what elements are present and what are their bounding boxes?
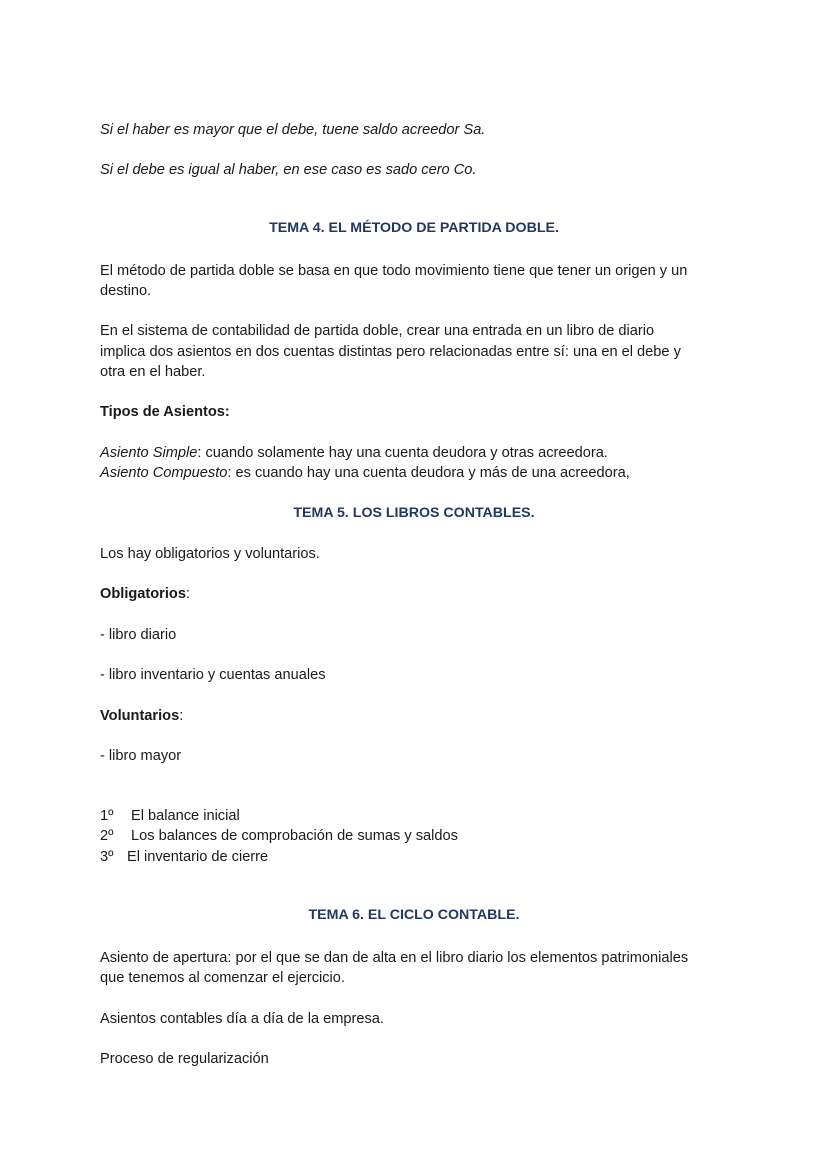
tema4-p1-line2: destino. (100, 283, 152, 299)
numbered-item-number: 3º (100, 849, 114, 865)
asiento-simple-line (100, 443, 608, 463)
tema6-p3: Proceso de regularización (100, 1051, 269, 1067)
tema4-p2-line2: implica dos asientos en dos cuentas distintas pero relacionadas entre sí: una en el debe y (100, 344, 681, 360)
asiento-compuesto-line (100, 463, 630, 483)
tema4-p1-line1: El método de partida doble se basa en que todo movimiento tiene que tener un origen y un (100, 263, 688, 279)
list-item: - libro mayor (100, 748, 182, 764)
tema6-p1-line1: Asiento de apertura: por el que se dan de alta en el libro diario los elementos patrimoniales (100, 950, 689, 966)
voluntarios-colon: : (179, 708, 184, 724)
tema4-p2-line3: otra en el haber. (100, 364, 206, 380)
intro-line-1: Si el haber es mayor que el debe, tuene saldo acreedor Sa. (100, 122, 486, 138)
intro-line-2: Si el debe es igual al haber, en ese caso es sado cero Co. (100, 162, 477, 178)
list-item: - libro inventario y cuentas anuales (100, 667, 326, 683)
tipos-asientos-label: Tipos de Asientos: (100, 404, 230, 420)
obligatorios-colon: : (185, 586, 191, 602)
numbered-item-text: Los balances de comprobación de sumas y saldos (131, 828, 458, 844)
tema6-p2: Asientos contables día a día de la empresa. (100, 1011, 384, 1027)
tema6-heading: TEMA 6. EL CICLO CONTABLE. (308, 907, 520, 923)
numbered-item (100, 806, 240, 826)
numbered-item-number: 2º (100, 828, 114, 844)
asiento-compuesto-desc: : es cuando hay una cuenta deudora y más de una acreedora, (227, 465, 630, 481)
voluntarios-label: Voluntarios (100, 708, 180, 724)
tema6-p1-line2: que tenemos al comenzar el ejercicio. (100, 970, 345, 986)
numbered-item-text: El balance inicial (131, 808, 240, 824)
obligatorios-line (100, 584, 190, 604)
asiento-compuesto-term: Asiento Compuesto (100, 465, 228, 481)
obligatorios-label: Obligatorios (100, 586, 186, 602)
list-item: - libro diario (100, 627, 177, 643)
tema5-heading: TEMA 5. LOS LIBROS CONTABLES. (293, 505, 535, 521)
numbered-item-number: 1º (100, 808, 114, 824)
voluntarios-line (100, 706, 183, 726)
numbered-item-text: El inventario de cierre (127, 849, 269, 865)
numbered-item (100, 826, 458, 846)
asiento-simple-term: Asiento Simple (100, 445, 198, 461)
tema4-p2-line1: En el sistema de contabilidad de partida doble, crear una entrada en un libro de diario (100, 323, 655, 339)
numbered-item (100, 847, 268, 867)
asiento-simple-desc: : cuando solamente hay una cuenta deudora y otras acreedora. (197, 445, 608, 461)
tema5-intro: Los hay obligatorios y voluntarios. (100, 546, 320, 562)
tema4-heading: TEMA 4. EL MÉTODO DE PARTIDA DOBLE. (269, 220, 559, 236)
